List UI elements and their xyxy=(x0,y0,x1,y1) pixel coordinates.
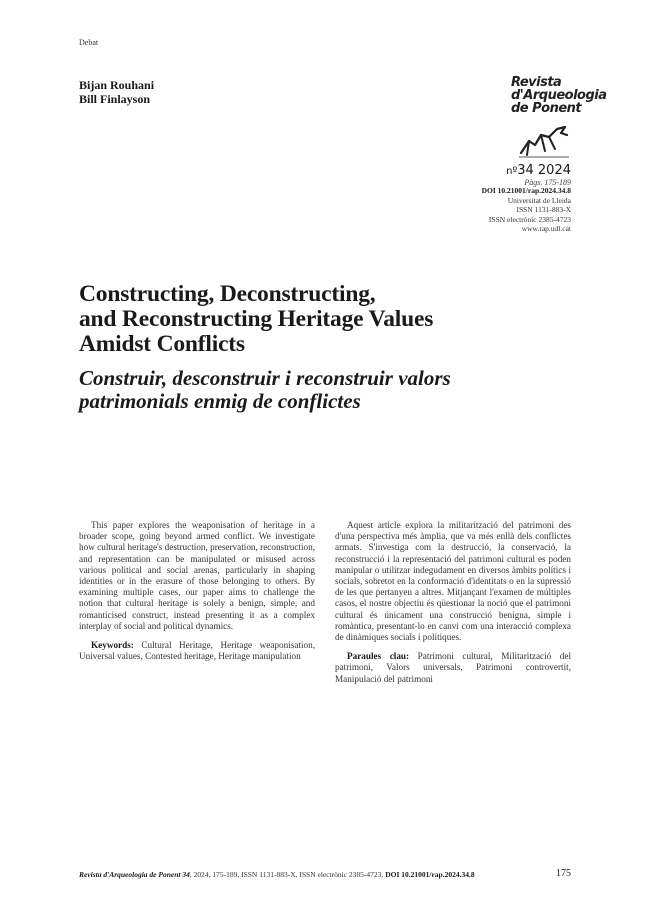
issn: ISSN 1131-883-X xyxy=(516,205,571,214)
abstract-english xyxy=(79,520,315,662)
title-line: and Reconstructing Heritage Values xyxy=(79,306,434,332)
doi: DOI 10.21001/rap.2024.34.8 xyxy=(481,186,571,195)
issue-number: 34 xyxy=(517,163,534,178)
keywords-label: Keywords: xyxy=(91,640,134,651)
footer-journal: Revista d'Arqueologia de Ponent 34 xyxy=(79,870,190,879)
section-label: Debat xyxy=(79,38,99,47)
author-name: Bijan Rouhani xyxy=(79,78,155,92)
page-footer xyxy=(79,870,571,879)
title-line: Constructing, Deconstructing, xyxy=(79,281,376,307)
article-subtitle xyxy=(79,367,559,412)
electronic-issn: ISSN electrònic 2385-4723 xyxy=(488,214,571,224)
subtitle-line: Construir, desconstruir i reconstruir valors xyxy=(79,366,451,390)
subtitle-line: patrimonials enmig de conflictes xyxy=(79,388,361,413)
issue-year: 2024 xyxy=(537,163,571,178)
abstract-text: Aquest article explora la militarització del patrimoni des d'una perspectiva més àmplia, que va més enllà dels conflictes armats. S'investiga com la destrucció, la conservació, la reconstrucció i la representació del patrimoni cultural es poden manipular o utilitzar indegudament en diversos àmbits polítics i socials, sobretot en la conformació d'identitats o en la supressió de les que pertanyen a altres. Mitjançant l'examen de múltiples casos, el nostre objectiu és qüestionar la noció que el patrimoni cultural és únicament una construcció benigna, simple i romàntica, presentant-lo en canvi com una interacció complexa de dinàmiques socials i polítiques. xyxy=(335,520,571,643)
keywords-text: Cultural Heritage, Heritage weaponisation, Universal values, Contested heritage, Heritage manipulation xyxy=(79,640,316,662)
publication-metadata xyxy=(482,186,571,234)
keywords-label: Paraules clau: xyxy=(347,651,410,662)
keywords-text: Patrimoni cultural, Militarització del patrimoni, Valors universals, Patrimoni controvertit, Manipulació del patrimoni xyxy=(335,651,571,684)
website-link[interactable]: www.rap.udl.cat xyxy=(521,224,571,233)
issue-prefix: nº xyxy=(506,166,518,177)
journal-name-line: de Ponent xyxy=(511,101,582,116)
keywords xyxy=(335,651,571,685)
footer-details: , 2024, 175-189, ISSN 1131-883-X, ISSN electrònic 2385-4723, xyxy=(189,870,386,879)
page-number: 175 xyxy=(556,868,571,879)
author-list xyxy=(79,78,154,106)
university: Universitat de Lleida xyxy=(507,195,571,205)
journal-name-line: Revista xyxy=(511,75,562,90)
journal-masthead xyxy=(421,75,607,187)
horse-figure-icon xyxy=(515,119,571,159)
issue-line xyxy=(421,163,571,178)
footer-doi: DOI 10.21001/rap.2024.34.8 xyxy=(385,870,475,879)
title-line: Amidst Conflicts xyxy=(79,331,245,357)
journal-name-line: d'Arqueologia xyxy=(511,88,607,103)
article-title xyxy=(79,282,559,357)
page-range: Pàgs. 175-189 xyxy=(524,178,571,187)
journal-logo-text xyxy=(511,75,607,116)
abstract-text: This paper explores the weaponisation of heritage in a broader scope, going beyond armed conflict. We investigate how cultural heritage's destruction, preservation, reconstruction, and representation can be manipulated or misused across various political and social arenas, particularly in shaping identities or in the erasure of those belonging to others. By examining multiple cases, our paper aims to challenge the notion that cultural heritage is solely a benign, simple, and romanticised construct, instead presenting it as a complex interplay of social and political dynamics. xyxy=(79,520,315,631)
abstract-catalan xyxy=(335,520,571,685)
keywords xyxy=(79,640,315,662)
author-name: Bill Finlayson xyxy=(79,92,151,106)
